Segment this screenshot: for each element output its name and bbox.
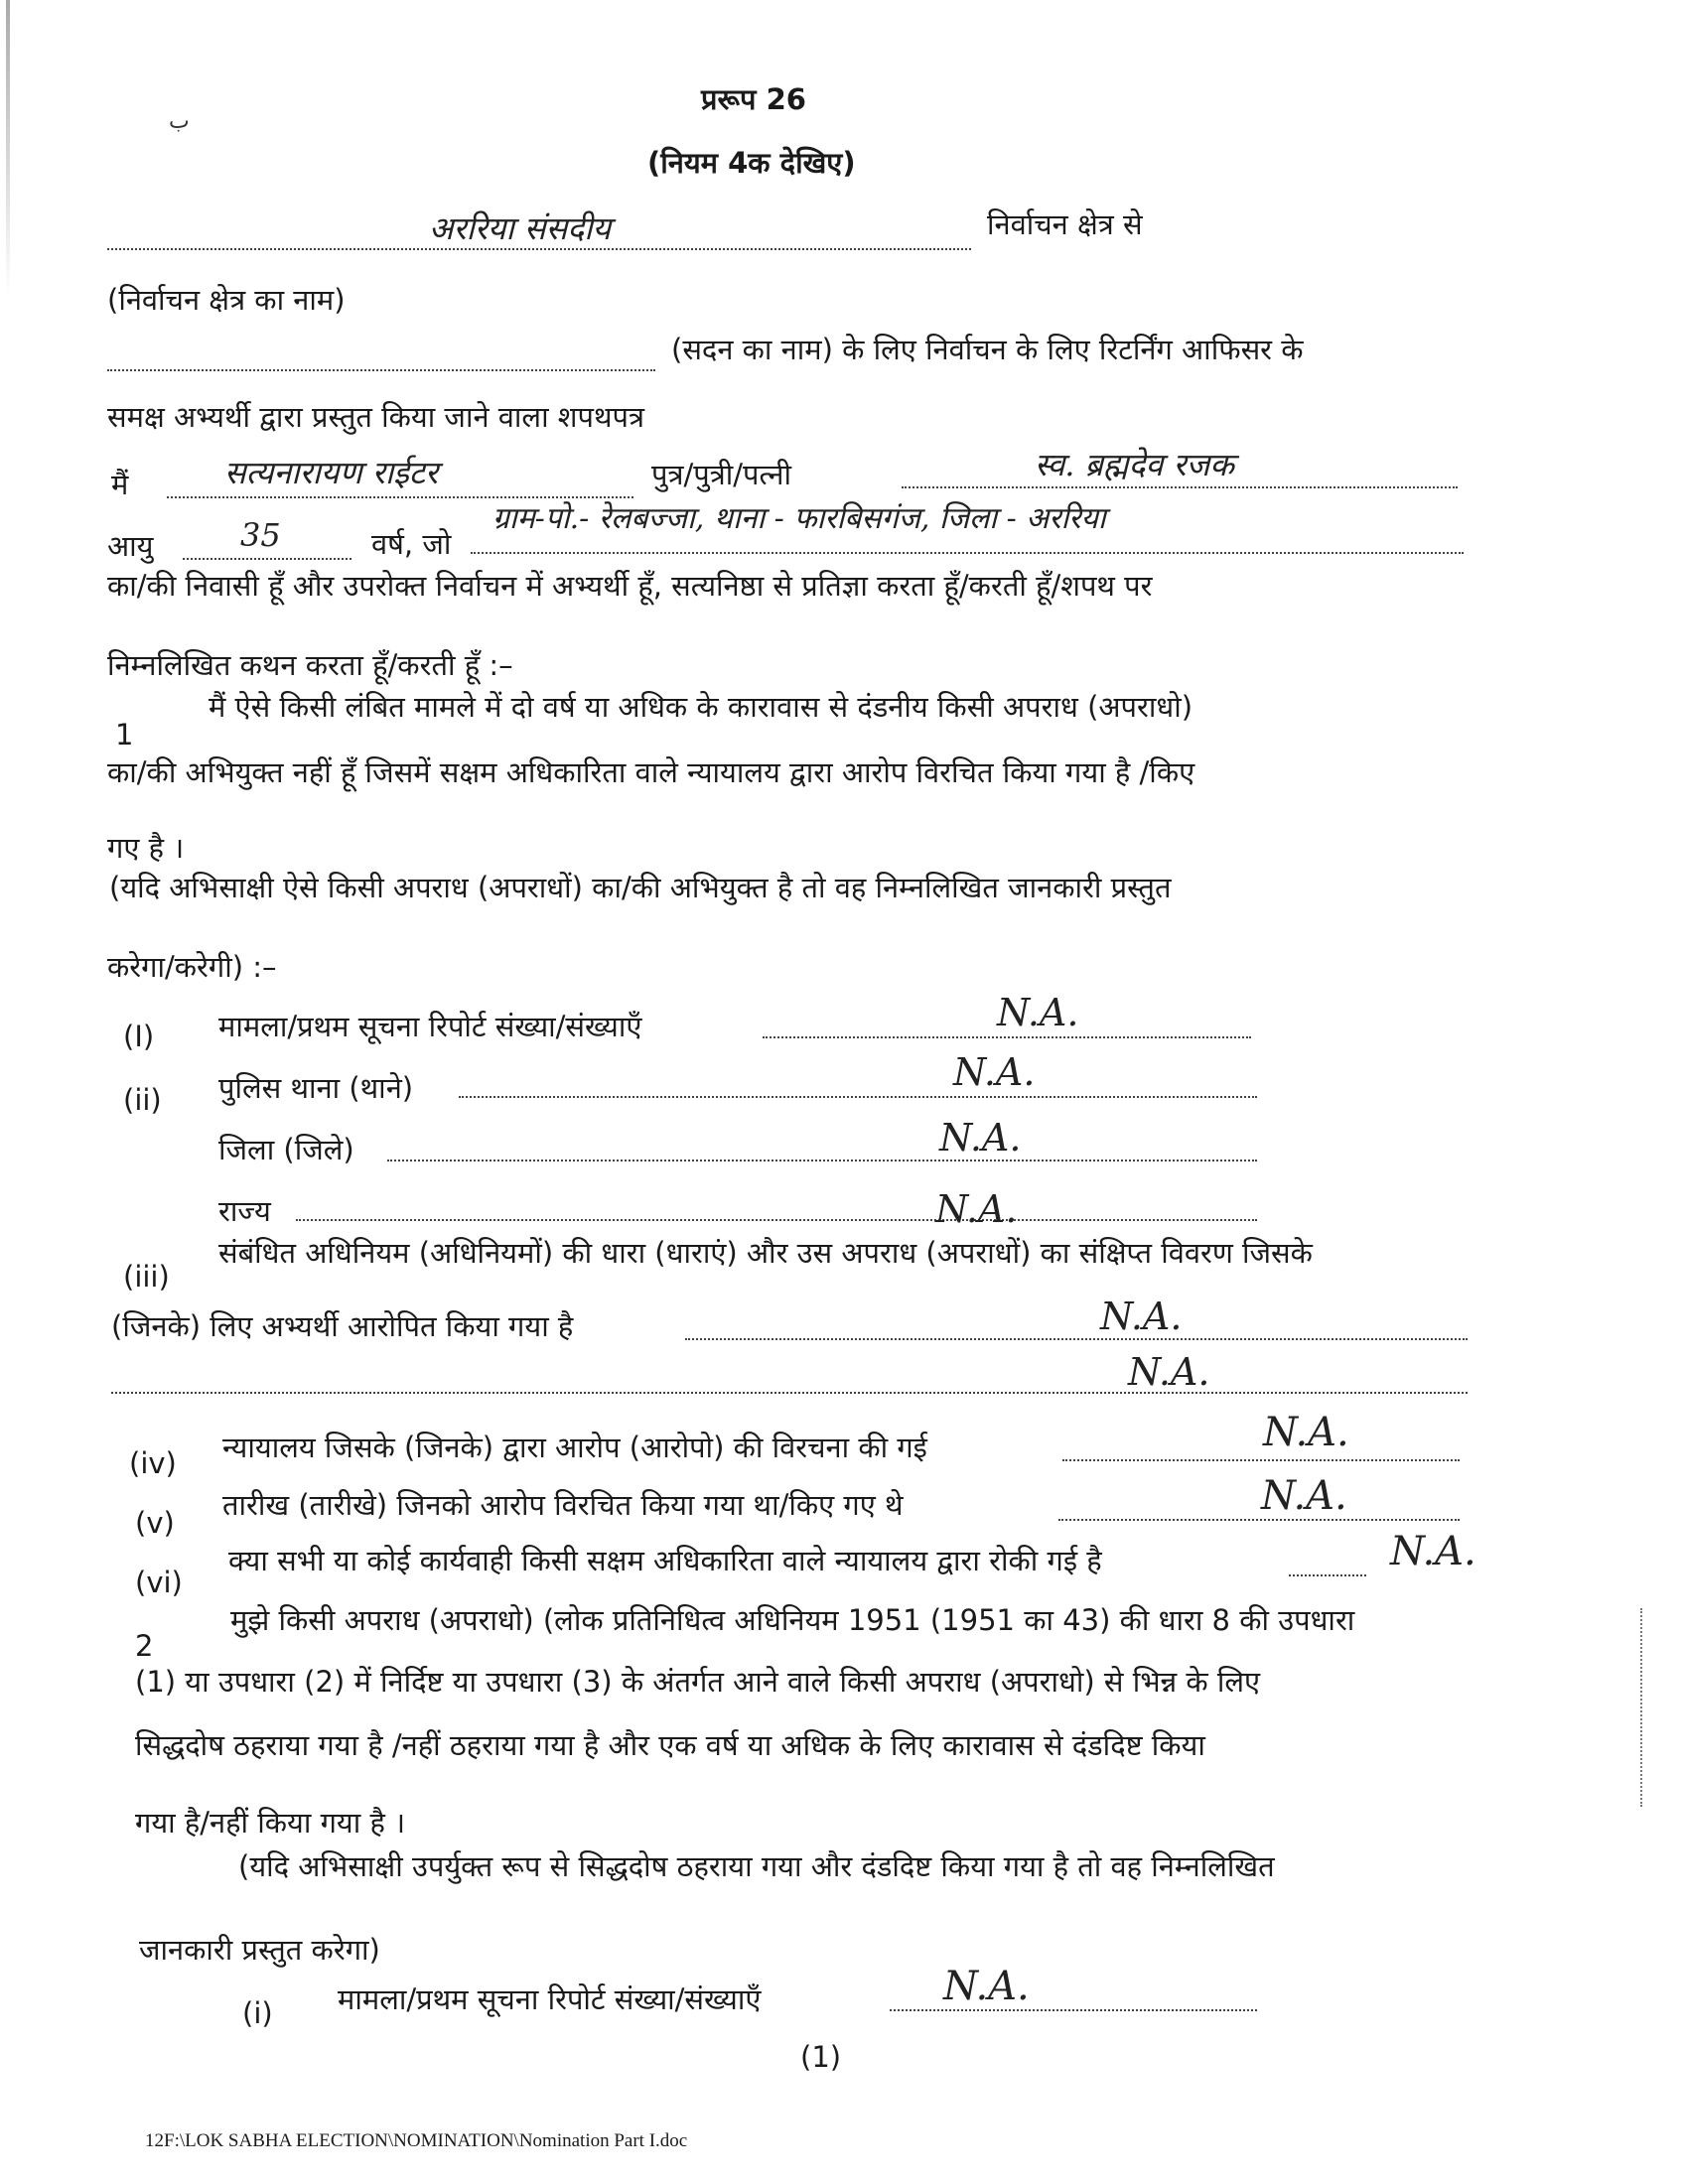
section2-item-i-label: मामला/प्रथम सूचना रिपोर्ट संख्या/संख्याएँ [338,1982,762,2016]
section1-line1: मैं ऐसे किसी लंबित मामले में दो वर्ष या अधिक के कारावास से दंडनीय किसी अपराध (अपराधो) [209,690,1193,724]
section2-item-i-na: N.A. [943,1964,1030,2009]
item-iv-na: N.A. [1263,1410,1349,1455]
item-i-number: (I) [123,1020,155,1053]
item-v-label: तारीख (तारीखे) जिनको आरोप विरचित किया गया था/किए गए थे [222,1488,904,1522]
item-v-number: (v) [135,1506,175,1540]
section2-condition-line2: जानकारी प्रस्तुत करेगा) [139,1933,380,1967]
scan-edge-right [1640,1608,1645,1807]
house-blank [107,369,655,371]
district-na: N.A. [939,1116,1022,1160]
section2-item-i-number: (i) [242,1996,273,2030]
section2-line3: सिद्धदोष ठहराया गया है /नहीं ठहराया गया है और एक वर्ष या अधिक के लिए कारावास से दंडदिष्ट किया [135,1728,1205,1762]
constituency-handwritten: अररिया संसदीय [429,209,612,247]
statement-line: निम्नलिखित कथन करता हूँ/करती हूँ :– [107,648,513,682]
from-constituency-text: निर्वाचन क्षेत्र से [987,207,1143,241]
relation-label: पुत्र/पुत्री/पत्नी [651,458,791,491]
form-number: प्ररूप 26 [701,82,806,116]
item-iii-na1: N.A. [1100,1295,1183,1338]
age-handwritten: 35 [240,516,281,554]
section1-line3: गए है । [107,831,185,865]
item-iii-number: (iii) [123,1260,170,1294]
item-ii-blank [459,1096,1257,1098]
item-vi-blank [1289,1574,1366,1576]
section2-line2: (1) या उपधारा (2) में निर्दिष्ट या उपधारा (3) के अंतर्गत आने वाले किसी अपराध (अपराधो) से भिन्न के लिए [135,1665,1261,1699]
affidavit-line: समक्ष अभ्यर्थी द्वारा प्रस्तुत किया जाने वाला शपथपत्र [107,400,644,434]
district-label: जिला (जिले) [218,1133,354,1166]
age-label: आयु [107,529,154,563]
item-i-blank [763,1036,1251,1038]
section2-line4: गया है/नहीं किया गया है । [135,1806,406,1840]
section2-number: 2 [135,1629,154,1663]
section2-condition-line1: (यदि अभिसाक्षी उपर्युक्त रूप से सिद्धदोष ठहराया गया और दंडदिष्ट किया गया है तो वह निम्नलिखित [238,1849,1275,1883]
item-ii-label: पुलिस थाना (थाने) [218,1071,414,1105]
item-iii-blank2 [111,1392,1468,1394]
item-vi-na: N.A. [1390,1529,1476,1574]
state-na: N.A. [935,1187,1018,1231]
section1-line2: का/की अभियुक्त नहीं हूँ जिसमें सक्षम अधिकारिता वाले न्यायालय द्वारा आरोप विरचित किया गया है /किए [107,755,1195,789]
section2-item-i-blank [890,2009,1257,2011]
state-label: राज्य [218,1194,271,1228]
file-path-footer: 12F:\LOK SABHA ELECTION\NOMINATION\Nomination Part I.doc [145,2130,688,2151]
item-vi-number: (vi) [135,1566,183,1599]
page-number: (1) [800,2040,842,2074]
item-v-na: N.A. [1261,1473,1347,1519]
scan-edge-left [6,0,10,298]
item-iii-blank1 [685,1338,1468,1340]
age-blank [183,558,351,560]
constituency-label: (निर्वाचन क्षेत्र का नाम) [107,283,346,317]
father-blank [902,486,1458,488]
oath-line: का/की निवासी हूँ और उपरोक्त निर्वाचन में अभ्यर्थी हूँ, सत्यनिष्ठा से प्रतिज्ञा करता हूँ/करती हूँ/शपथ पर [107,569,1153,603]
i-label: मैं [111,468,129,501]
item-i-na: N.A. [997,991,1079,1034]
section1-number: 1 [115,718,134,751]
address-blank [471,552,1464,554]
item-iv-blank [1062,1459,1460,1461]
item-iii-label1: संबंधित अधिनियम (अधिनियमों) की धारा (धाराएं) और उस अपराध (अपराधों) का संक्षिप्त विवरण जिसके [218,1236,1313,1270]
item-iii-na2: N.A. [1128,1350,1210,1394]
years-label: वर्ष, जो [371,527,452,561]
father-name-handwritten: स्व. ब्रह्मदेव रजक [1035,446,1234,483]
item-i-label: मामला/प्रथम सूचना रिपोर्ट संख्या/संख्याएँ [218,1010,642,1043]
house-line: (सदन का नाम) के लिए निर्वाचन के लिए रिटर्निंग आफिसर के [671,333,1304,366]
item-v-blank [1058,1519,1460,1521]
district-blank [387,1160,1257,1161]
scan-mark-top-left: ب [169,109,190,134]
address-handwritten: ग्राम-पो.- रेलबज्जा, थाना - फारबिसगंज, जिला - अररिया [492,501,1106,536]
item-ii-number: (ii) [123,1083,162,1117]
section2-line1: मुझे किसी अपराध (अपराधो) (लोक प्रतिनिधित्व अधिनियम 1951 (1951 का 43) की धारा 8 की उपधारा [230,1603,1355,1637]
section1-condition-line1: (यदि अभिसाक्षी ऐसे किसी अपराध (अपराधों) का/की अभियुक्त है तो वह निम्नलिखित जानकारी प्रस्तुत [109,871,1172,904]
item-iv-number: (iv) [129,1446,177,1480]
rule-reference: (नियम 4क देखिए) [647,146,856,180]
state-blank [296,1219,1257,1221]
section1-condition-line2: करेगा/करेगी) :– [107,950,277,984]
item-iv-label: न्यायालय जिसके (जिनके) द्वारा आरोप (आरोपो) की विरचना की गई [222,1431,927,1464]
item-ii-na: N.A. [953,1050,1036,1094]
item-vi-label: क्या सभी या कोई कार्यवाही किसी सक्षम अधिकारिता वाले न्यायालय द्वारा रोकी गई है [228,1544,1102,1577]
candidate-name-handwritten: सत्यनारायण राईटर [224,454,439,491]
item-iii-label2: (जिनके) लिए अभ्यर्थी आरोपित किया गया है [111,1309,574,1343]
